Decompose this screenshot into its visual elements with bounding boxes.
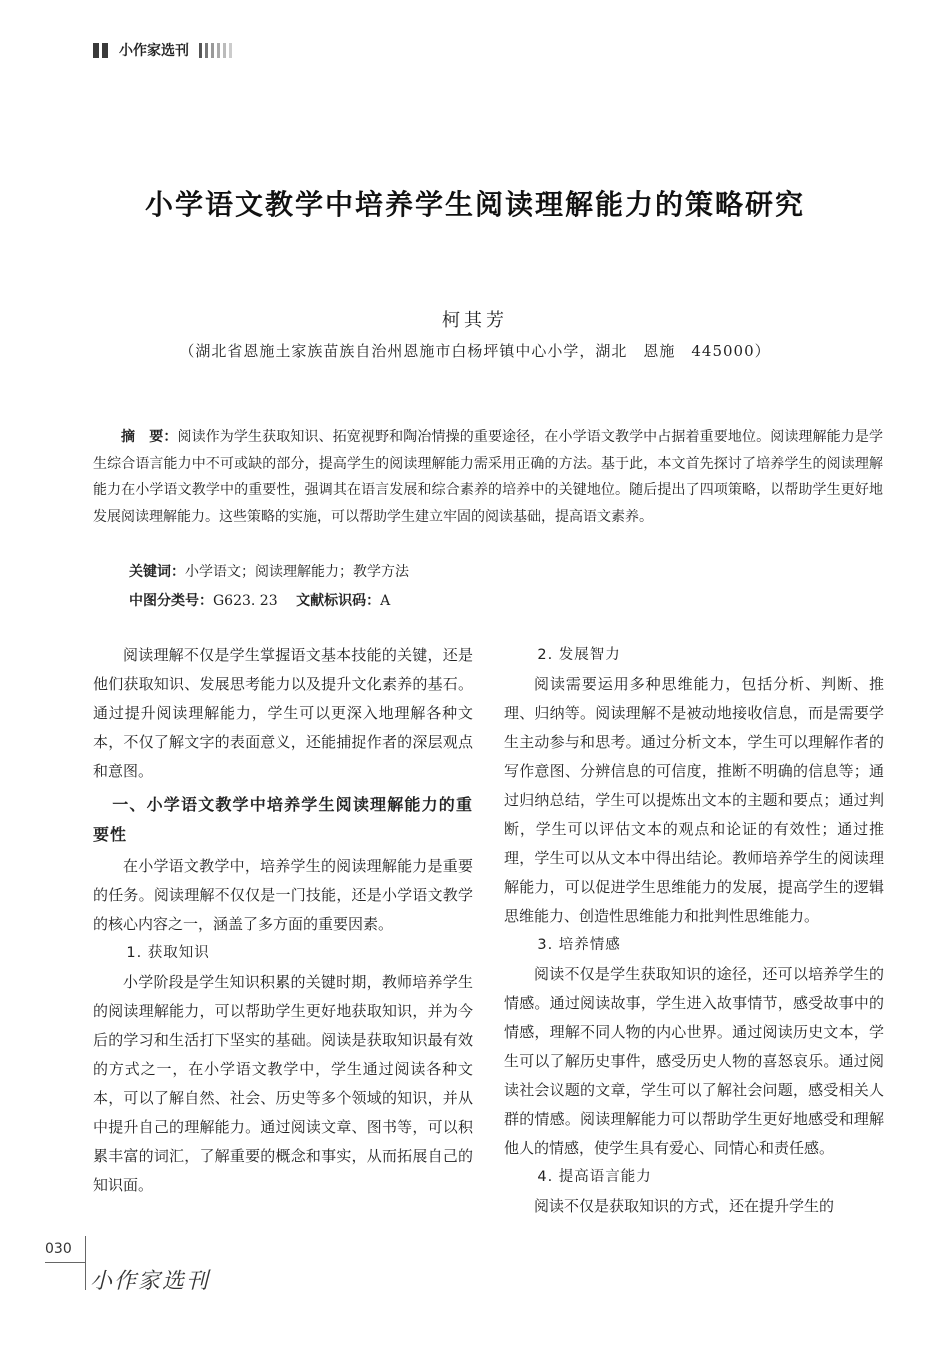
keywords-label: 关键词： (129, 564, 185, 580)
page-number: 030 (45, 1241, 72, 1257)
header-bar-icon (102, 43, 108, 58)
subsection1-heading: 1. 获取知识 (126, 945, 210, 961)
footer-logo: 小作家选刊 (90, 1269, 211, 1294)
header-stripe-icon (223, 43, 226, 58)
abstract (93, 424, 883, 530)
footer-divider (85, 1236, 86, 1290)
article-author: 柯其芳 (442, 310, 508, 331)
header-stripe-icon (199, 43, 202, 58)
header-bar-icon (93, 43, 99, 58)
article-title: 小学语文教学中培养学生阅读理解能力的策略研究 (144, 188, 805, 221)
header-stripe-icon (205, 43, 208, 58)
doc-code-label: 文献标识码： (296, 593, 381, 609)
classification (129, 590, 390, 610)
section1-heading: 一、小学语文教学中培养学生阅读理解能力的重要性 (93, 795, 473, 844)
subsection3-heading: 3. 培养情感 (537, 937, 621, 953)
footer-divider (45, 1262, 85, 1263)
header-stripe-icon (217, 43, 220, 58)
subsection3-paragraph: 阅读不仅是学生获取知识的途径，还可以培养学生的情感。通过阅读故事，学生进入故事情节，感受故事中的情感，理解不同人物的内心世界。通过阅读历史文本，学生可以了解历史事件，感受历史人物的喜怒哀乐。通过阅读社会议题的文章，学生可以了解社会问题，感受相关人群的情感。阅读理解能力可以帮助学生更好地感受和理解他人的情感，使学生具有爱心、同情心和责任感。 (504, 965, 884, 1157)
subsection2-paragraph: 阅读需要运用多种思维能力，包括分析、判断、推理、归纳等。阅读理解不是被动地接收信息，而是需要学生主动参与和思考。通过分析文本，学生可以理解作者的写作意图、分辨信息的可信度，推断不明确的信息等；通过归纳总结，学生可以提炼出文本的主题和要点；通过判断，学生可以评估文本的观点和论证的有效性；通过推理，学生可以从文本中得出结论。教师培养学生的阅读理解能力，可以促进学生思维能力的发展，提高学生的逻辑思维能力、创造性思维能力和批判性思维能力。 (504, 675, 884, 925)
intro-paragraph: 阅读理解不仅是学生掌握语文基本技能的关键，还是他们获取知识、发展思考能力以及提升文化素养的基石。通过提升阅读理解能力，学生可以更深入地理解各种文本，不仅了解文字的表面意义，还能捕捉作者的深层观点和意图。 (93, 646, 473, 780)
left-column (93, 641, 473, 1200)
subsection1-paragraph: 小学阶段是学生知识积累的关键时期，教师培养学生的阅读理解能力，可以帮助学生更好地获取知识，并为今后的学习和生活打下坚实的基础。阅读是获取知识最有效的方式之一，在小学语文教学中，学生通过阅读各种文本，可以了解自然、社会、历史等多个领域的知识，并从中提升自己的理解能力。通过阅读文章、图书等，可以积累丰富的词汇，了解重要的概念和事实，从而拓展自己的知识面。 (93, 973, 473, 1194)
abstract-text: 阅读作为学生获取知识、拓宽视野和陶冶情操的重要途径，在小学语文教学中占据着重要地位。阅读理解能力是学生综合语言能力中不可或缺的部分，提高学生的阅读理解能力需采用正确的方法。基于此，本文首先探讨了培养学生的阅读理解能力在小学语文教学中的重要性，强调其在语言发展和综合素养的培养中的关键地位。随后提出了四项策略，以帮助学生更好地发展阅读理解能力。这些策略的实施，可以帮助学生建立牢固的阅读基础，提高语文素养。 (93, 429, 883, 525)
subsection4-heading: 4. 提高语言能力 (537, 1169, 652, 1185)
doc-code-value: A (380, 593, 391, 609)
subsection2-heading: 2. 发展智力 (537, 647, 621, 663)
author-affiliation: （湖北省恩施土家族苗族自治州恩施市白杨坪镇中心小学，湖北 恩施 445000） (179, 342, 771, 360)
right-column (504, 641, 884, 1221)
journal-header (93, 40, 235, 60)
header-stripe-icon (211, 43, 214, 58)
keywords (129, 561, 409, 581)
abstract-label: 摘 要： (121, 429, 178, 445)
section1-paragraph: 在小学语文教学中，培养学生的阅读理解能力是重要的任务。阅读理解不仅仅是一门技能，还是小学语文教学的核心内容之一，涵盖了多方面的重要因素。 (93, 857, 473, 933)
classification-label: 中图分类号： (129, 593, 213, 609)
subsection4-paragraph: 阅读不仅是获取知识的方式，还在提升学生的 (534, 1197, 835, 1215)
classification-value: G623. 23 (213, 593, 278, 609)
journal-name: 小作家选刊 (119, 43, 189, 59)
keywords-text: 小学语文；阅读理解能力；教学方法 (185, 564, 409, 580)
header-stripe-icon (229, 43, 232, 58)
